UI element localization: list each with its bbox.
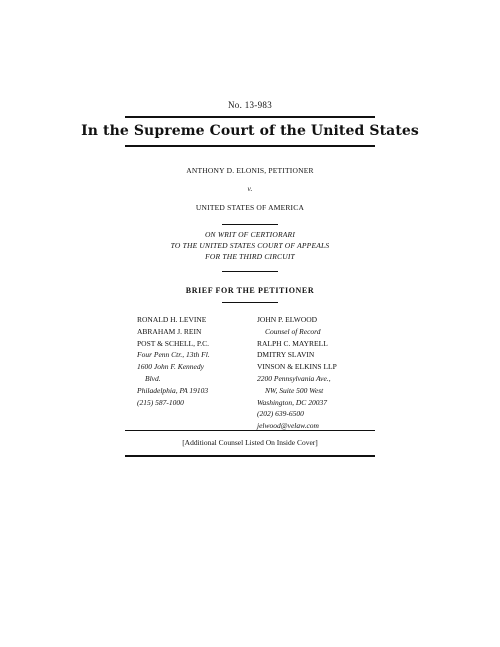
writ-line-1: ON WRIT OF CERTIORARI: [204, 230, 296, 239]
docket-number: No. 13-983: [228, 100, 272, 110]
counsel-firm: POST & SCHELL, P.C.: [137, 338, 209, 348]
respondent-line: UNITED STATES OF AMERICA: [195, 203, 305, 212]
counsel-address: Washington, DC 20037: [257, 397, 327, 407]
top-rule: [125, 116, 375, 118]
counsel-name: RALPH C. MAYRELL: [257, 338, 328, 348]
counsel-phone: (215) 587-1000: [137, 397, 184, 407]
writ-rule-bottom: [222, 271, 278, 272]
counsel-name: ABRAHAM J. REIN: [137, 326, 202, 336]
versus-line: v.: [247, 184, 253, 193]
counsel-phone: (202) 639-6500: [257, 409, 304, 419]
counsel-name: JOHN P. ELWOOD: [257, 315, 318, 324]
counsel-email: jelwood@velaw.com: [257, 421, 319, 431]
counsel-role: Counsel of Record: [265, 326, 321, 336]
counsel-left-column: [137, 314, 253, 408]
brief-title: BRIEF FOR THE PETITIONER: [185, 286, 315, 295]
counsel-address: NW, Suite 500 West: [265, 385, 324, 395]
writ-rule-top: [222, 224, 278, 225]
petitioner-line: ANTHONY D. ELONIS, PETITIONER: [186, 166, 314, 175]
counsel-right-column: [257, 314, 377, 432]
court-title: In the Supreme Court of the United States: [81, 123, 419, 139]
counsel-address: 1600 John F. Kennedy: [137, 362, 204, 372]
counsel-address: Four Penn Ctr., 13th Fl.: [137, 350, 210, 360]
writ-line-3: FOR THE THIRD CIRCUIT: [205, 252, 295, 261]
counsel-address: 2200 Pennsylvania Ave.,: [257, 373, 331, 383]
counsel-address: Philadelphia, PA 19103: [137, 385, 209, 395]
counsel-name: DMITRY SLAVIN: [257, 350, 315, 360]
counsel-name: RONALD H. LEVINE: [137, 315, 207, 324]
additional-counsel-note: [Additional Counsel Listed On Inside Cover]: [182, 438, 318, 447]
counsel-address: Blvd.: [145, 373, 161, 383]
court-rule: [125, 145, 375, 147]
bottom-rule: [125, 455, 375, 457]
counsel-rule: [125, 430, 375, 431]
counsel-firm: VINSON & ELKINS LLP: [257, 362, 337, 372]
brief-rule: [222, 302, 278, 303]
writ-line-2: TO THE UNITED STATES COURT OF APPEALS: [170, 241, 330, 250]
